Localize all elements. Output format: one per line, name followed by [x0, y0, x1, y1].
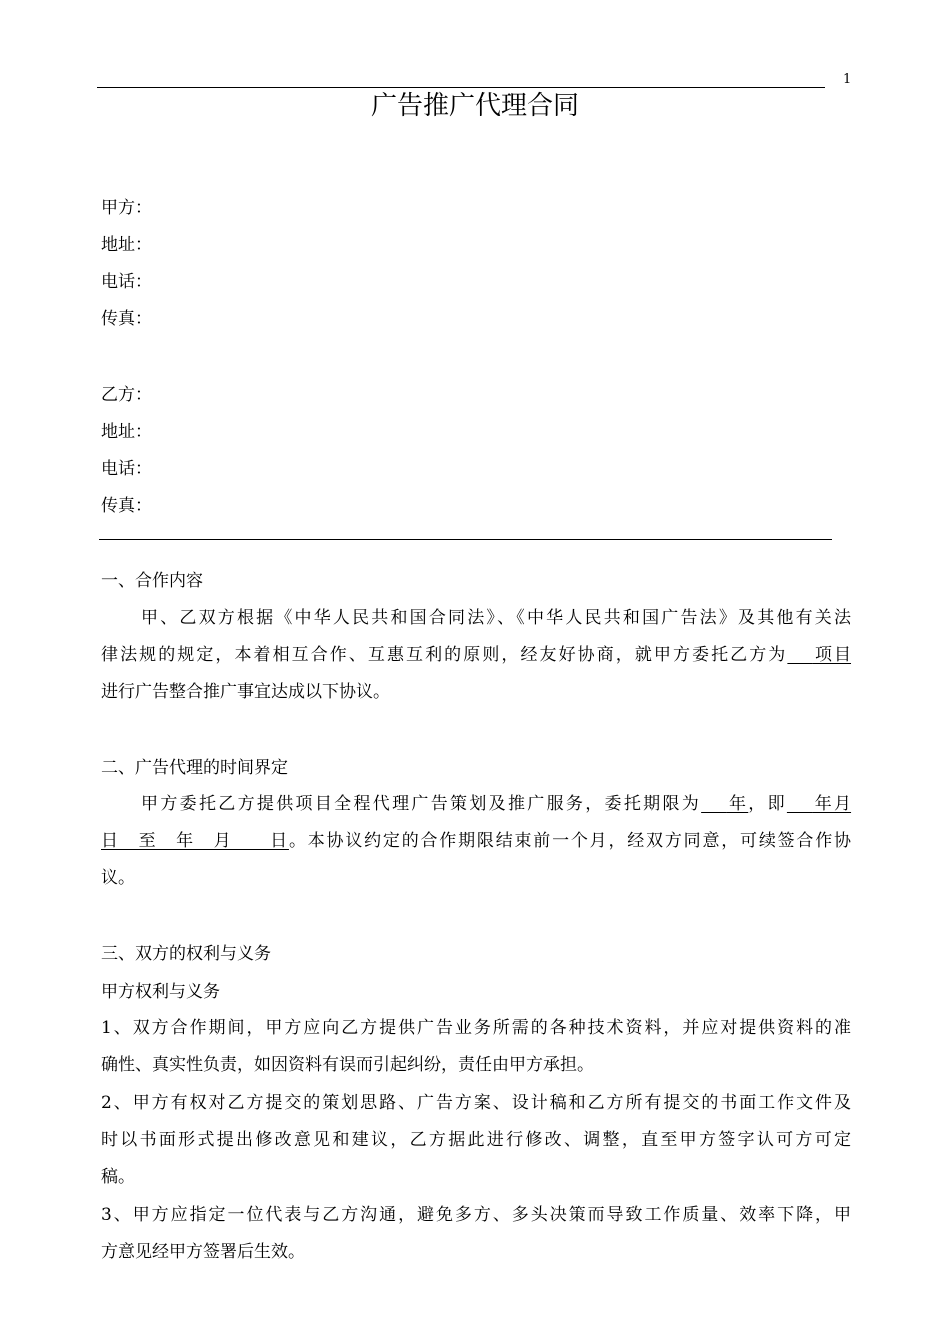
term-years-blank: 年 — [726, 794, 749, 814]
document-title: 广告推广代理合同 — [370, 91, 579, 121]
party-a-name-label: 甲方： — [101, 198, 152, 218]
section-1-line: 甲、乙双方根据《中华人民共和国合同法》、《中华人民共和国广告法》及其他有关法 — [141, 608, 851, 628]
section-3-title: 三、双方的权利与义务 — [101, 944, 271, 964]
party-b-phone-label: 电话： — [101, 459, 152, 479]
section-1-body — [101, 600, 851, 711]
date-range-blank: 日 至 年 月 日 — [101, 831, 289, 851]
party-b-name-label: 乙方： — [101, 385, 152, 405]
section-3-item-2: 2、甲方有权对乙方提交的策划思路、广告方案、设计稿和乙方所有提交的书面工作文件及 时以书面形式提出修改意见和建议，乙方据此进行修改、调整，直至甲方签字认可方可定 稿。 — [101, 1093, 851, 1187]
party-a-phone-label: 电话： — [101, 272, 152, 292]
section-2-body — [101, 786, 851, 897]
section-2-line: 日 至 年 月 日。本协议约定的合作期限结束前一个月，经双方同意，可续签合作协 — [101, 831, 852, 851]
party-b-fax-label: 传真： — [101, 496, 152, 516]
party-b-address-label: 地址： — [101, 422, 152, 442]
section-3-item-1: 1、双方合作期间，甲方应向乙方提供广告业务所需的各种技术资料，并应对提供资料的准 确性、真实性负责，如因资料有误而引起纠纷，责任由甲方承担。 — [101, 1018, 851, 1075]
section-1-title: 一、合作内容 — [101, 571, 203, 591]
section-1-line: 进行广告整合推广事宜达成以下协议。 — [101, 682, 390, 702]
section-1-line: 律法规的规定，本着相互合作、互惠互利的原则，经友好协商，就甲方委托乙方为 项目 — [101, 645, 852, 665]
page-number: 1 — [843, 72, 852, 87]
start-date-blank: 年月 — [812, 794, 852, 814]
section-2-line: 甲方委托乙方提供项目全程代理广告策划及推广服务，委托期限为 年，即 年月 — [141, 794, 852, 814]
section-2-line: 议。 — [101, 868, 135, 888]
party-a-fax-label: 传真： — [101, 309, 152, 329]
parties-divider — [99, 539, 832, 540]
party-a-rights-subtitle: 甲方权利与义务 — [101, 982, 220, 1002]
section-3-item-3: 3、甲方应指定一位代表与乙方沟通，避免多方、多头决策而导致工作质量、效率下降，甲 方意见经甲方签署后生效。 — [101, 1205, 851, 1262]
party-a-address-label: 地址： — [101, 235, 152, 255]
section-2-title: 二、广告代理的时间界定 — [101, 758, 288, 778]
project-blank: 项目 — [812, 645, 852, 665]
